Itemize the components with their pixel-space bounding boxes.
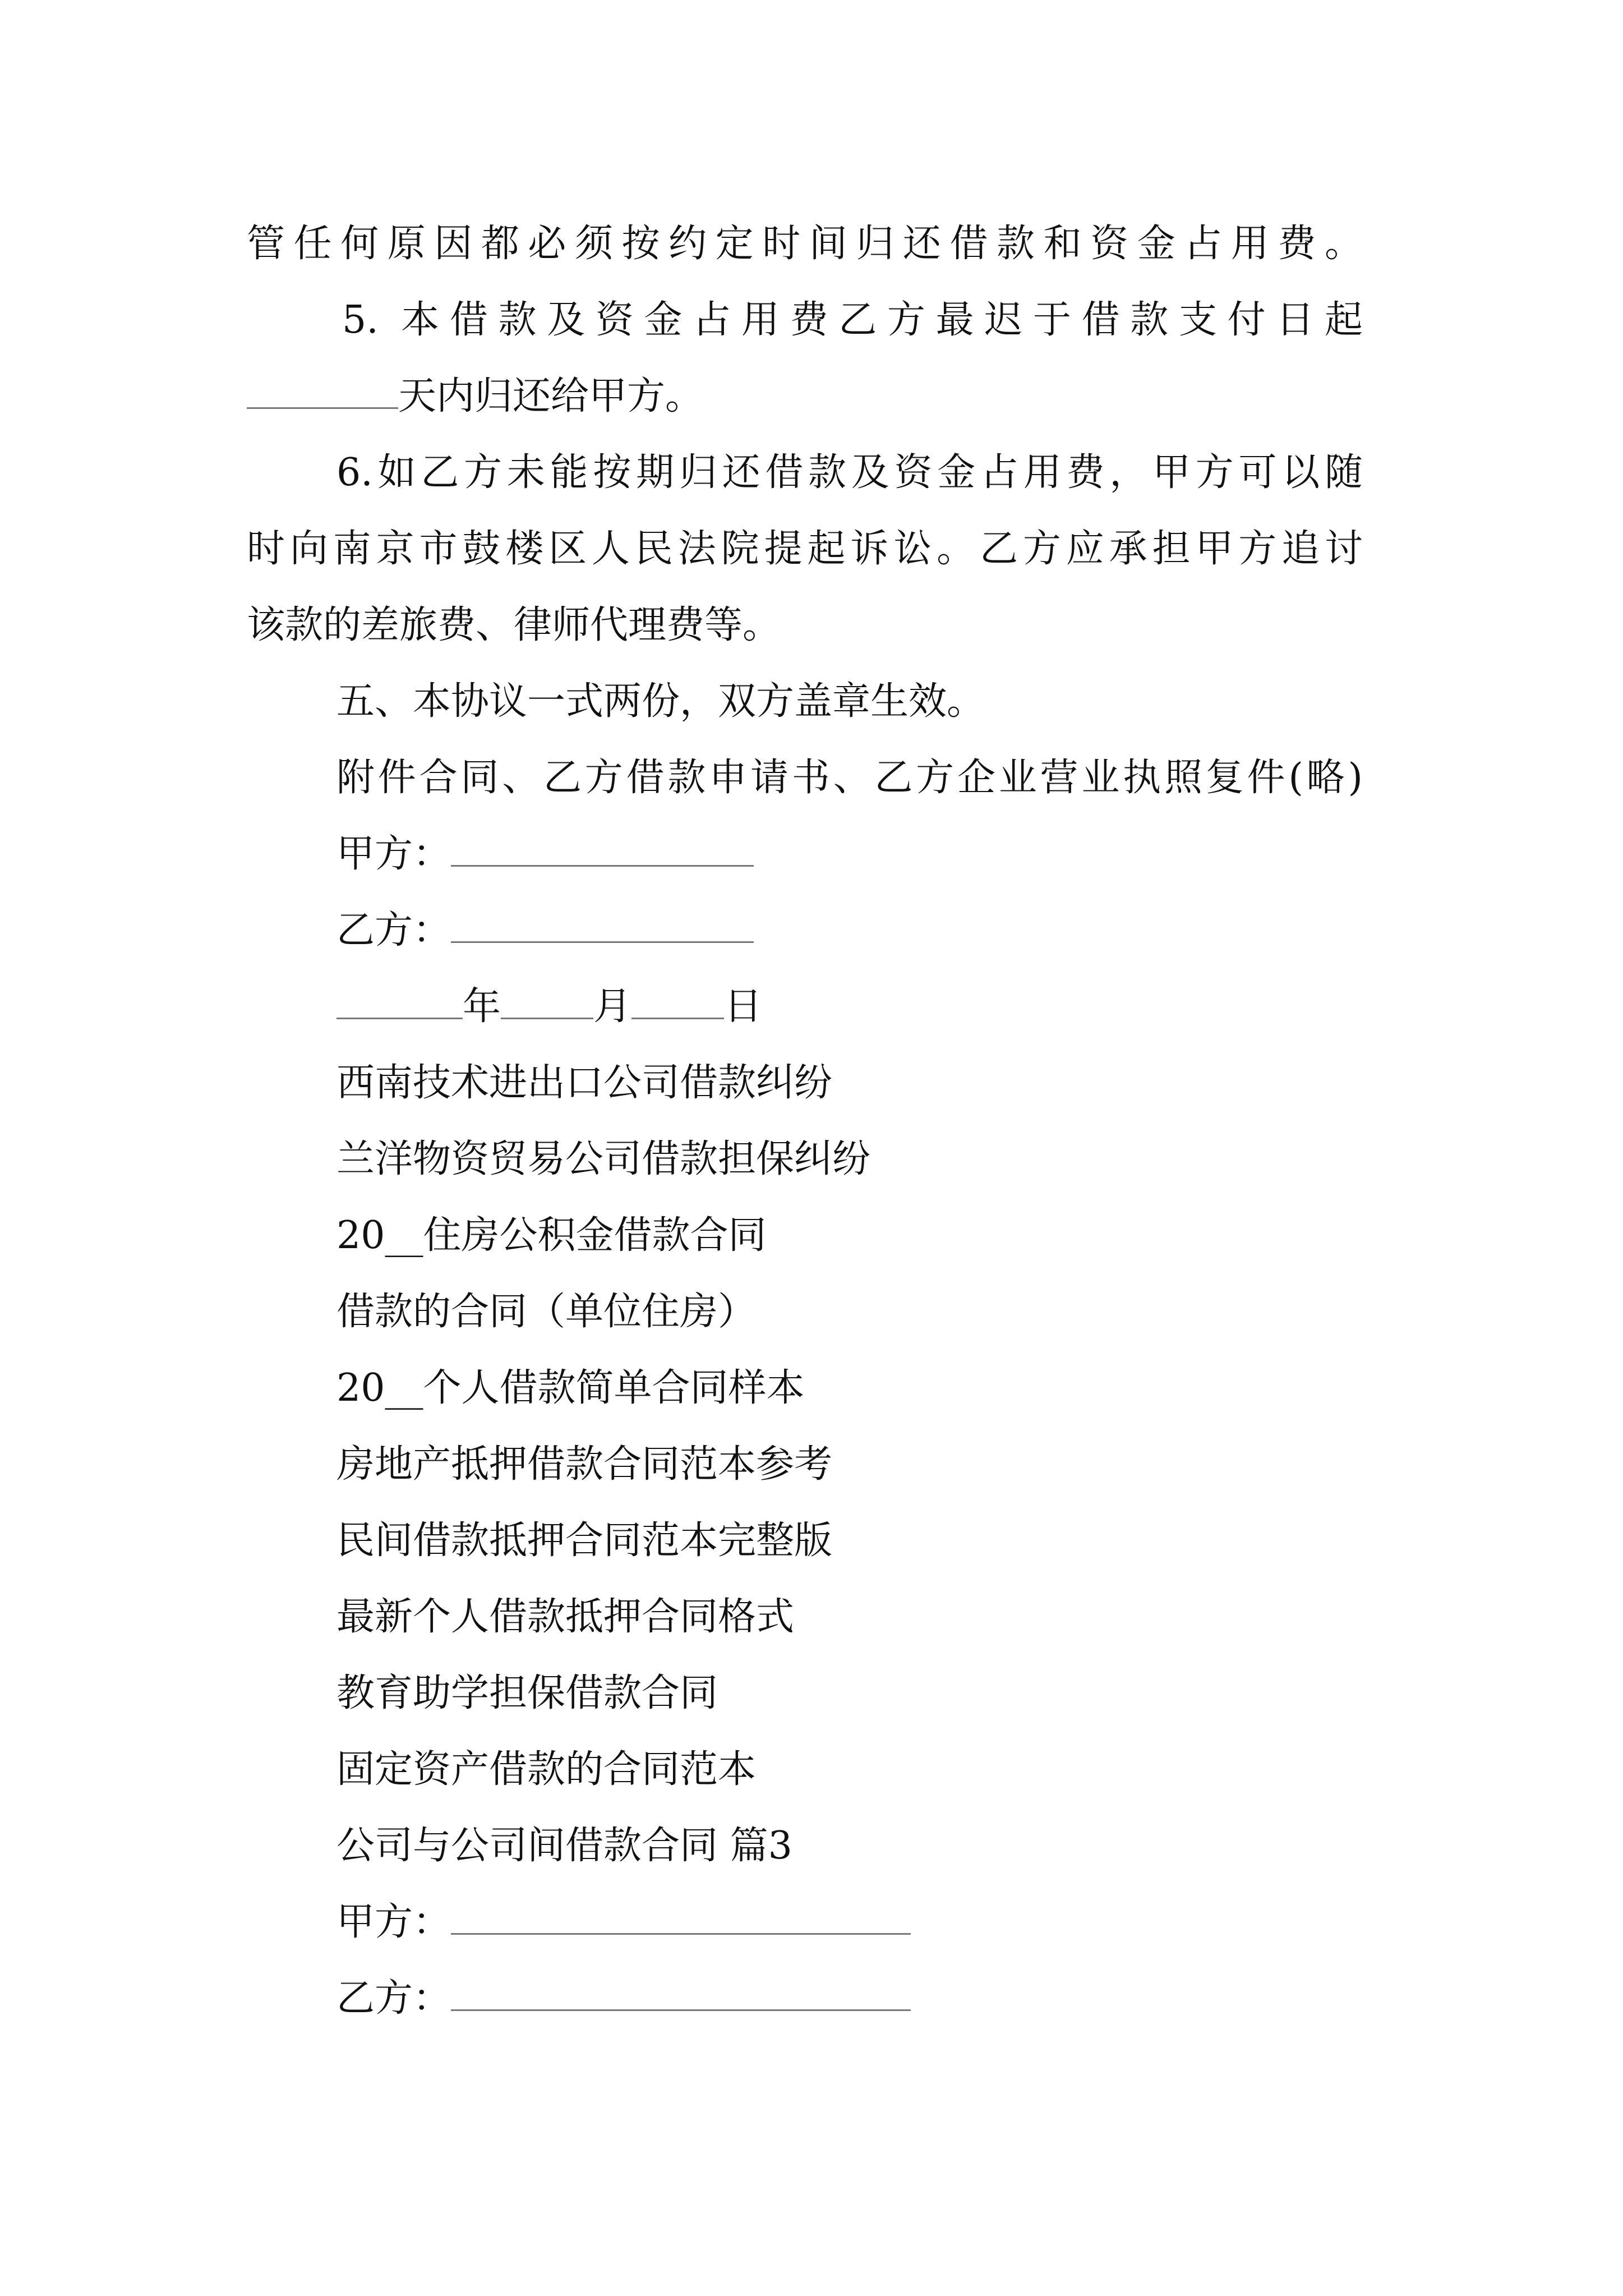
clause-5-line-2 [247,369,703,425]
party-b-field-2 [336,1971,911,2027]
paragraph-line-1: 管任何原因都必须按约定时间归还借款和资金占用费。 [247,222,1363,266]
day-blank [631,983,724,1019]
party-a-signature [336,826,754,882]
related-link-7: 民间借款抵押合同范本完整版 [336,1519,833,1563]
clause-5-line-2-text: 天内归还给甲方。 [398,374,704,418]
related-link-2: 兰洋物资贸易公司借款担保纠纷 [336,1137,871,1181]
month-label: 月 [593,984,632,1029]
party-a-blank-2 [451,1898,911,1935]
days-blank [247,372,398,409]
party-b-blank-2 [451,1975,911,2011]
party-b-signature [336,903,754,959]
party-b-label: 乙方： [336,908,451,953]
related-link-10: 固定资产借款的合同范本 [336,1747,757,1792]
attachments-line: 附件合同、乙方借款申请书、乙方企业营业执照复件(略) [336,756,1363,800]
party-a-label-2: 甲方： [336,1900,451,1944]
year-blank [336,983,463,1019]
party-a-field-2 [336,1894,911,1950]
clause-6-line-1: 6.如乙方未能按期归还借款及资金占用费，甲方可以随 [336,450,1363,495]
month-blank [501,983,593,1019]
clause-6-line-3: 该款的差旅费、律师代理费等。 [247,603,781,647]
clause-5-line-1: 5. 本借款及资金占用费乙方最迟于借款支付日起 [342,298,1363,342]
related-link-1: 西南技术进出口公司借款纠纷 [336,1061,833,1105]
section-5-line: 五、本协议一式两份，双方盖章生效。 [336,679,985,724]
day-label: 日 [724,984,763,1029]
clause-6-line-2: 时向南京市鼓楼区人民法院提起诉讼。乙方应承担甲方追讨 [247,527,1363,571]
party-b-label-2: 乙方： [336,1976,451,2021]
party-a-blank [451,830,754,867]
related-link-8: 最新个人借款抵押合同格式 [336,1595,795,1639]
date-line [336,979,762,1035]
related-link-3: 20__住房公积金借款合同 [336,1213,767,1258]
year-label: 年 [463,984,501,1029]
section-heading-3: 公司与公司间借款合同 篇3 [336,1824,792,1868]
party-b-blank [451,907,754,943]
related-link-5: 20__个人借款简单合同样本 [336,1366,805,1410]
party-a-label: 甲方： [336,832,451,876]
related-link-9: 教育助学担保借款合同 [336,1671,718,1715]
related-link-6: 房地产抵押借款合同范本参考 [336,1442,833,1487]
related-link-4: 借款的合同（单位住房） [336,1290,757,1334]
